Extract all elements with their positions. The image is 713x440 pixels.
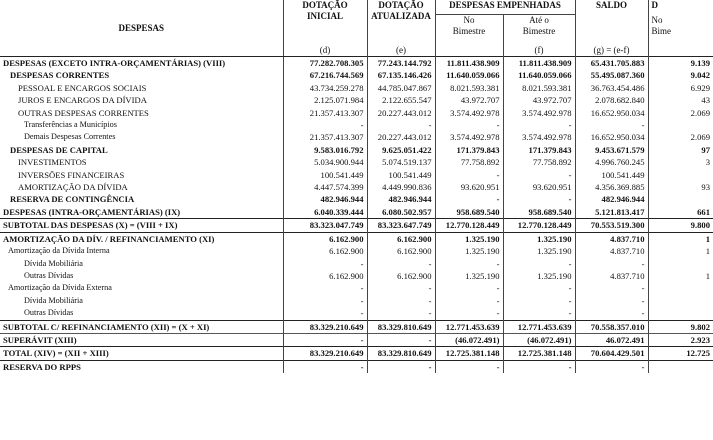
row-value: 100.541.449 xyxy=(367,169,435,181)
row-value: - xyxy=(435,258,503,270)
table-row xyxy=(0,156,713,168)
row-value: 3.574.492.978 xyxy=(503,131,575,143)
row-label: OUTRAS DESPESAS CORRENTES xyxy=(18,107,149,118)
row-value: 77.282.708.305 xyxy=(283,57,367,70)
row-value: 83.329.210.649 xyxy=(283,320,367,333)
row-value: 6.162.900 xyxy=(367,245,435,257)
table-body xyxy=(0,57,713,374)
row-label: INVESTIMENTOS xyxy=(18,157,87,168)
row-value: 93.620.951 xyxy=(503,181,575,193)
row-value: 12.770.128.449 xyxy=(503,219,575,232)
row-value: - xyxy=(503,119,575,131)
row-value: 2.923 xyxy=(648,333,713,346)
row-value: 70.558.357.010 xyxy=(575,320,648,333)
row-value: 6.162.900 xyxy=(367,232,435,245)
row-label: PESSOAL E ENCARGOS SOCIAIS xyxy=(18,82,147,93)
row-value: - xyxy=(435,282,503,294)
row-value: - xyxy=(575,119,648,131)
row-value: 6.162.900 xyxy=(283,232,367,245)
row-value: 16.652.950.034 xyxy=(575,131,648,143)
row-label: Dívida Mobiliária xyxy=(24,258,83,268)
table-row xyxy=(0,219,713,232)
row-label: AMORTIZAÇÃO DA DÍV. / REFINANCIAMENTO (XI) xyxy=(3,233,215,244)
code-d: (d) xyxy=(283,40,367,56)
row-value: 83.329.810.649 xyxy=(367,347,435,360)
row-value: 70.553.519.300 xyxy=(575,219,648,232)
header-no-bimestre: No Bimestre xyxy=(435,15,503,40)
row-value: - xyxy=(503,193,575,205)
row-value: 77.758.892 xyxy=(503,156,575,168)
row-value: - xyxy=(575,307,648,320)
row-value: 70.604.429.501 xyxy=(575,347,648,360)
row-value: 3.574.492.978 xyxy=(435,107,503,119)
row-label: Dívida Mobiliária xyxy=(24,295,83,305)
row-value: 5.121.813.417 xyxy=(575,206,648,219)
row-label: DESPESAS (EXCETO INTRA-ORÇAMENTÁRIAS) (VIII) xyxy=(3,58,226,68)
row-value: 12.771.453.639 xyxy=(503,320,575,333)
table-row xyxy=(0,307,713,320)
header-ate-bimestre: Até o Bimestre xyxy=(503,15,575,40)
row-value: 11.640.059.066 xyxy=(503,69,575,81)
row-value: - xyxy=(367,333,435,346)
row-label: Outras Dívidas xyxy=(24,270,74,280)
header-dotacao-inicial: DOTAÇÃO INICIAL xyxy=(283,0,367,40)
table-row xyxy=(0,94,713,106)
row-value: 6.162.900 xyxy=(283,245,367,257)
row-label: RESERVA DO RPPS xyxy=(3,361,81,372)
row-value: - xyxy=(367,119,435,131)
code-last xyxy=(648,40,713,56)
row-label: RESERVA DE CONTINGÊNCIA xyxy=(10,194,135,205)
table-row xyxy=(0,206,713,219)
row-value: 12.770.128.449 xyxy=(435,219,503,232)
row-value: 2.069 xyxy=(648,107,713,119)
row-value: 9.800 xyxy=(648,219,713,232)
row-value: - xyxy=(367,282,435,294)
row-label: AMORTIZAÇÃO DA DÍVIDA xyxy=(18,182,128,193)
row-value: 171.379.843 xyxy=(435,144,503,156)
row-value: 43 xyxy=(648,94,713,106)
table-row xyxy=(0,69,713,81)
row-value: (46.072.491) xyxy=(503,333,575,346)
row-value: 1 xyxy=(648,270,713,282)
table-row xyxy=(0,232,713,245)
row-label: SUPERÁVIT (XIII) xyxy=(3,334,77,345)
row-value: 1.325.190 xyxy=(435,232,503,245)
row-value: 55.495.087.360 xyxy=(575,69,648,81)
row-value: 46.072.491 xyxy=(575,333,648,346)
row-value: - xyxy=(503,307,575,320)
row-value: 9.042 xyxy=(648,69,713,81)
row-value: 5.034.900.944 xyxy=(283,156,367,168)
row-value: 21.357.413.307 xyxy=(283,131,367,143)
row-value: 482.946.944 xyxy=(575,193,648,205)
row-value: - xyxy=(575,258,648,270)
row-value: - xyxy=(503,282,575,294)
row-value: 3.574.492.978 xyxy=(435,131,503,143)
row-value: 43.972.707 xyxy=(503,94,575,106)
header-last-col: D xyxy=(648,0,713,15)
header-dotacao-atualizada: DOTAÇÃO ATUALIZADA xyxy=(367,0,435,40)
row-label: TOTAL (XIV) = (XII + XIII) xyxy=(3,348,109,359)
row-value: 4.837.710 xyxy=(575,270,648,282)
header-saldo: SALDO xyxy=(575,0,648,40)
row-label: Amortização da Dívida Externa xyxy=(8,283,112,293)
header-despesas: DESPESAS xyxy=(0,0,283,57)
row-value: 661 xyxy=(648,206,713,219)
row-value: - xyxy=(435,295,503,307)
row-value: 9.139 xyxy=(648,57,713,70)
row-value: 958.689.540 xyxy=(435,206,503,219)
row-value: 9.625.051.422 xyxy=(367,144,435,156)
row-value: 6.162.900 xyxy=(283,270,367,282)
row-value: - xyxy=(435,193,503,205)
row-value: 97 xyxy=(648,144,713,156)
row-label: Transferências a Municípios xyxy=(24,120,117,130)
row-value: 83.323.047.749 xyxy=(283,219,367,232)
row-label: INVERSÕES FINANCEIRAS xyxy=(18,169,125,180)
row-value: 20.227.443.012 xyxy=(367,107,435,119)
row-value: 43.972.707 xyxy=(435,94,503,106)
row-value: - xyxy=(283,295,367,307)
code-blank xyxy=(435,40,503,56)
row-value: 5.074.519.137 xyxy=(367,156,435,168)
table-row xyxy=(0,282,713,294)
row-value: 1 xyxy=(648,245,713,257)
table-row xyxy=(0,119,713,131)
row-value: - xyxy=(575,282,648,294)
table-row xyxy=(0,270,713,282)
table-row xyxy=(0,320,713,333)
row-value: 9.802 xyxy=(648,320,713,333)
row-value: - xyxy=(435,360,503,373)
row-value: 83.329.810.649 xyxy=(367,320,435,333)
row-value: - xyxy=(435,119,503,131)
row-value: 1.325.190 xyxy=(503,270,575,282)
row-value: - xyxy=(367,295,435,307)
row-value: 1.325.190 xyxy=(503,245,575,257)
table-row xyxy=(0,131,713,143)
header-despesas-empenhadas: DESPESAS EMPENHADAS xyxy=(435,0,575,15)
row-value: 93 xyxy=(648,181,713,193)
row-value xyxy=(648,258,713,270)
code-e: (e) xyxy=(367,40,435,56)
row-value: 958.689.540 xyxy=(503,206,575,219)
row-value: 6.929 xyxy=(648,82,713,94)
code-g: (g) = (e-f) xyxy=(575,40,648,56)
table-row xyxy=(0,360,713,373)
row-value: 100.541.449 xyxy=(575,169,648,181)
row-value: 16.652.950.034 xyxy=(575,107,648,119)
row-value: 12.725.381.148 xyxy=(503,347,575,360)
row-label: SUBTOTAL C/ REFINANCIAMENTO (XII) = (X + XI) xyxy=(3,321,210,332)
table-row xyxy=(0,258,713,270)
row-value: 4.996.760.245 xyxy=(575,156,648,168)
row-value: 6.162.900 xyxy=(367,270,435,282)
row-value xyxy=(648,282,713,294)
row-value: - xyxy=(575,295,648,307)
row-value: 9.453.671.579 xyxy=(575,144,648,156)
row-value: 8.021.593.381 xyxy=(503,82,575,94)
row-value: 12.725.381.148 xyxy=(435,347,503,360)
row-value: 77.243.144.792 xyxy=(367,57,435,70)
row-value: - xyxy=(283,360,367,373)
row-value: 4.449.990.836 xyxy=(367,181,435,193)
row-value: 11.811.438.909 xyxy=(435,57,503,70)
table-row xyxy=(0,57,713,70)
row-value: - xyxy=(503,258,575,270)
row-value: 2.069 xyxy=(648,131,713,143)
row-value: 4.447.574.399 xyxy=(283,181,367,193)
row-value: 11.640.059.066 xyxy=(435,69,503,81)
row-value: - xyxy=(283,307,367,320)
row-value: 12.725 xyxy=(648,347,713,360)
row-value: - xyxy=(367,307,435,320)
row-value: 93.620.951 xyxy=(435,181,503,193)
row-value: 4.837.710 xyxy=(575,245,648,257)
row-value: - xyxy=(435,169,503,181)
table-row xyxy=(0,82,713,94)
row-value: 4.837.710 xyxy=(575,232,648,245)
row-value: 65.431.705.883 xyxy=(575,57,648,70)
row-value: 100.541.449 xyxy=(283,169,367,181)
table-row xyxy=(0,107,713,119)
row-value: 3.574.492.978 xyxy=(503,107,575,119)
row-value: - xyxy=(503,295,575,307)
row-value: (46.072.491) xyxy=(435,333,503,346)
row-value: 2.125.071.984 xyxy=(283,94,367,106)
row-value: 2.078.682.840 xyxy=(575,94,648,106)
row-value: 43.734.259.278 xyxy=(283,82,367,94)
table-row xyxy=(0,169,713,181)
row-value: 20.227.443.012 xyxy=(367,131,435,143)
row-label: Outras Dívidas xyxy=(24,308,74,318)
row-value: 67.216.744.569 xyxy=(283,69,367,81)
row-label: JUROS E ENCARGOS DA DÍVIDA xyxy=(18,95,147,106)
row-value xyxy=(648,307,713,320)
row-value: - xyxy=(367,258,435,270)
row-value: - xyxy=(367,360,435,373)
row-value: 6.080.502.957 xyxy=(367,206,435,219)
row-value: 12.771.453.639 xyxy=(435,320,503,333)
row-value xyxy=(648,295,713,307)
row-value: 1.325.190 xyxy=(435,245,503,257)
row-value: - xyxy=(283,282,367,294)
row-label: SUBTOTAL DAS DESPESAS (X) = (VIII + IX) xyxy=(3,220,178,231)
row-value xyxy=(648,119,713,131)
row-label: Amortização da Dívida Interna xyxy=(8,246,110,256)
row-value: 83.323.647.749 xyxy=(367,219,435,232)
row-label: DESPESAS CORRENTES xyxy=(10,70,110,81)
row-value: 4.356.369.885 xyxy=(575,181,648,193)
row-value: - xyxy=(503,169,575,181)
row-value: 1.325.190 xyxy=(435,270,503,282)
row-value xyxy=(648,169,713,181)
table-row xyxy=(0,295,713,307)
row-label: DESPESAS (INTRA-ORÇAMENTÁRIAS) (IX) xyxy=(3,206,181,217)
row-value: - xyxy=(283,258,367,270)
row-value: 6.040.339.444 xyxy=(283,206,367,219)
row-value: 482.946.944 xyxy=(283,193,367,205)
row-value: - xyxy=(283,119,367,131)
row-value: - xyxy=(575,360,648,373)
row-value: 44.785.047.867 xyxy=(367,82,435,94)
table-row xyxy=(0,144,713,156)
table-row xyxy=(0,333,713,346)
row-value xyxy=(648,193,713,205)
table-row xyxy=(0,193,713,205)
row-value: - xyxy=(503,360,575,373)
row-value: 9.583.016.792 xyxy=(283,144,367,156)
row-value: 67.135.146.426 xyxy=(367,69,435,81)
row-value: 8.021.593.381 xyxy=(435,82,503,94)
row-value: - xyxy=(435,307,503,320)
row-value: 171.379.843 xyxy=(503,144,575,156)
table-row xyxy=(0,347,713,360)
row-value: 36.763.454.486 xyxy=(575,82,648,94)
row-value: 21.357.413.307 xyxy=(283,107,367,119)
row-label: Demais Despesas Correntes xyxy=(24,132,116,142)
row-value: 1 xyxy=(648,232,713,245)
row-value: 3 xyxy=(648,156,713,168)
row-value: 83.329.210.649 xyxy=(283,347,367,360)
table-row xyxy=(0,245,713,257)
row-label: DESPESAS DE CAPITAL xyxy=(10,144,108,155)
row-value xyxy=(648,360,713,373)
row-value: 2.122.655.547 xyxy=(367,94,435,106)
row-value: 11.811.438.909 xyxy=(503,57,575,70)
table-row xyxy=(0,181,713,193)
row-value: 77.758.892 xyxy=(435,156,503,168)
row-value: 482.946.944 xyxy=(367,193,435,205)
code-f: (f) xyxy=(503,40,575,56)
row-value: 1.325.190 xyxy=(503,232,575,245)
header-last-sub: No Bime xyxy=(648,15,713,40)
row-value: - xyxy=(283,333,367,346)
